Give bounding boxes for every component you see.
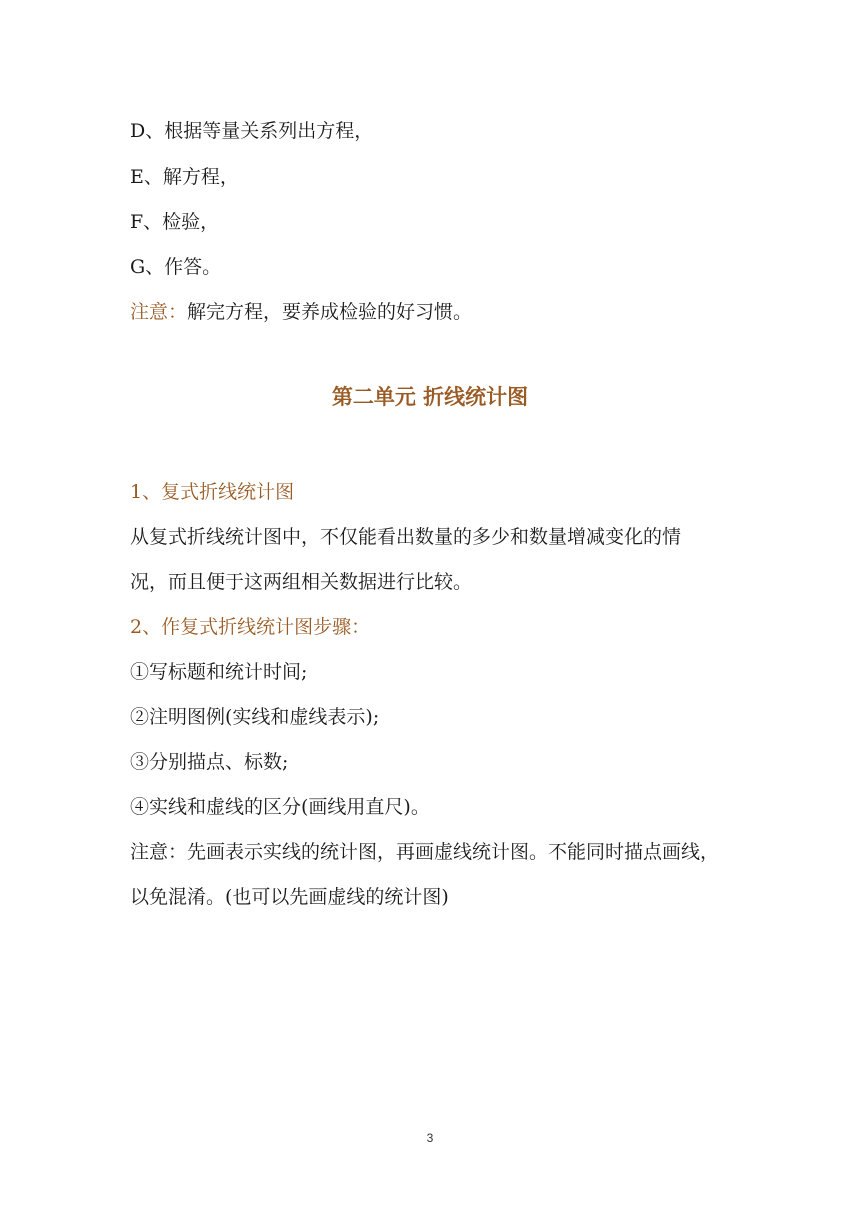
section1-line-1: 从复式折线统计图中，不仅能看出数量的多少和数量增减变化的情 xyxy=(130,526,682,548)
page-number: 3 xyxy=(426,1131,434,1145)
step-item-4: ④实线和虚线的区分(画线用直尺)。 xyxy=(130,796,430,818)
note-label: 注意： xyxy=(130,301,188,323)
step-item-2: ②注明图例(实线和虚线表示); xyxy=(130,706,380,728)
step-f: F、检验， xyxy=(130,211,220,233)
section1-line-2: 况，而且便于这两组相关数据进行比较。 xyxy=(130,571,473,593)
step-g: G、作答。 xyxy=(130,256,222,278)
step-item-3: ③分别描点、标数; xyxy=(130,751,289,773)
step-item-1: ①写标题和统计时间; xyxy=(130,661,308,683)
step-d: D、根据等量关系列出方程， xyxy=(130,120,374,142)
note-text: 解完方程，要养成检验的好习惯。 xyxy=(187,301,473,323)
note2-line-1: 注意：先画表示实线的统计图，再画虚线统计图。不能同时描点画线， xyxy=(130,841,720,863)
note-solve-check xyxy=(130,300,472,324)
unit-title: 第二单元 折线统计图 xyxy=(331,385,529,409)
step-e: E、解方程， xyxy=(130,166,239,188)
note2-line-2: 以免混淆。(也可以先画虚线的统计图) xyxy=(130,886,449,908)
section2-heading: 2、作复式折线统计图步骤： xyxy=(130,616,371,638)
section1-heading: 1、复式折线统计图 xyxy=(130,481,295,503)
